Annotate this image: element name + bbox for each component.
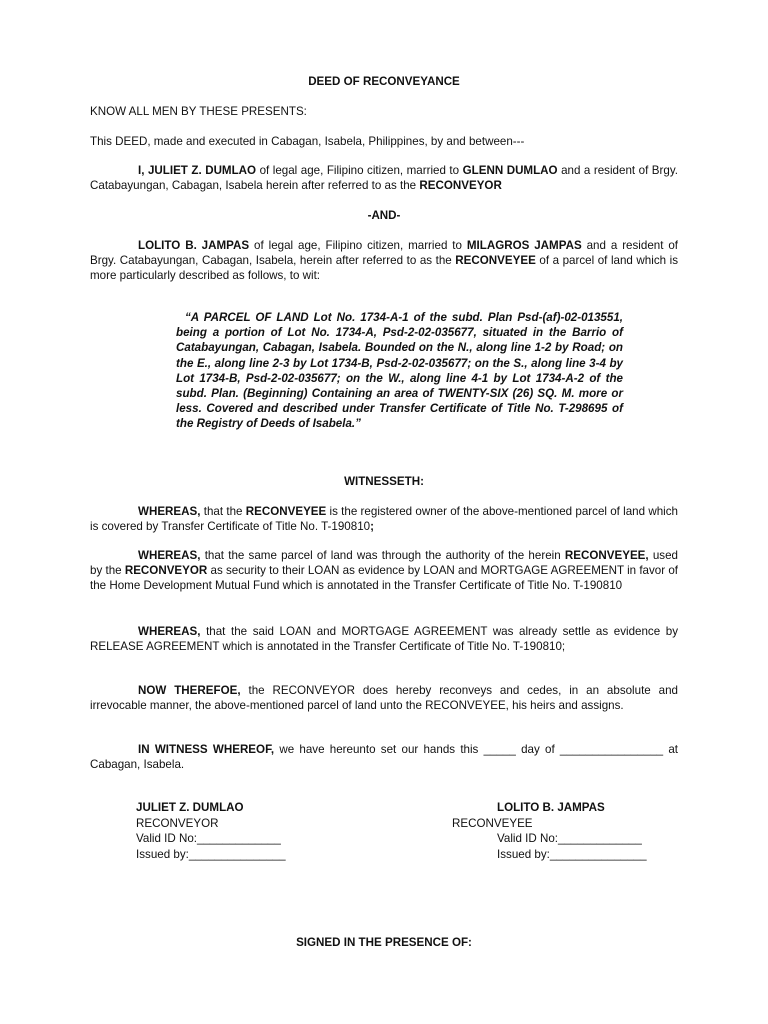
now-therefore-paragraph: NOW THEREFOE, the RECONVEYOR does hereby reconveys and cedes, in an absolute and irrevocable manner, the above-mentioned parcel of land unto the RECONVEYEE, his heirs and assigns. [90,684,678,713]
valid-id-line: Valid ID No:_____________ [136,832,281,845]
party1-paragraph: I, JULIET Z. DUMLAO of legal age, Filipino citizen, married to GLENN DUMLAO and a resident of Brgy. Catabayungan, Cabagan, Isabela herein after referred to as the RECONVEYOR [90,164,678,193]
signatory-name: LOLITO B. JAMPAS [497,801,605,814]
whereas-paragraph-1: WHEREAS, that the RECONVEYEE is the registered owner of the above-mentioned parcel of land which is covered by Transfer Certificate of Title No. T-190810; [90,505,678,534]
party1-role: RECONVEYOR [419,179,502,193]
party2-paragraph: LOLITO B. JAMPAS of legal age, Filipino citizen, married to MILAGROS JAMPAS and a resident of Brgy. Catabayungan, Cabagan, Isabela, herein after referred to as the RECONVEYEE of a parcel of land which is more particularly described as follows, to wit: [90,239,679,283]
signatory-name: JULIET Z. DUMLAO [136,801,244,814]
property-description: “A PARCEL OF LAND Lot No. 1734-A-1 of the subd. Plan Psd-(af)-02-013551, being a portion of Lot No. 1734-A, Psd-2-02-035677, situated in the Barrio of Catabayungan, Cabagan, Isabela. Bounded on the N., along line 1-2 by Road; on the E., along line 2-3 by Lot 1734-B, Psd-2-02-035677; on the S., along line 3-4 by Lot 1734-B, Psd-2-02-035677; on the W., along line 4-1 by Lot 1734-A-2 of the subd. Plan. (Beginning) Containing an area of TWENTY-SIX (26) SQ. M. more or less. Covered and described under Transfer Certificate of Title No. T-298695 of the Registry of Deeds of Isabela.” [176,311,623,431]
intro-line: This DEED, made and executed in Cabagan, Isabela, Philippines, by and between--- [90,135,525,148]
opening-line: KNOW ALL MEN BY THESE PRESENTS: [90,105,307,118]
signed-presence-heading: SIGNED IN THE PRESENCE OF: [296,936,472,949]
whereas-paragraph-3: WHEREAS, that the said LOAN and MORTGAGE AGREEMENT was already settle as evidence by RELEASE AGREEMENT which is annotated in the Transfer Certificate of Title No. T-190810; [90,625,678,654]
witness-whereof-paragraph: IN WITNESS WHEREOF, we have hereunto set our hands this _____ day of ________________ at Cabagan, Isabela. [90,743,678,772]
signatory-role: RECONVEYOR [136,816,219,830]
document-title: DEED OF RECONVEYANCE [308,75,460,88]
party1-name: I, JULIET Z. DUMLAO [138,164,257,177]
party2-name: LOLITO B. JAMPAS [138,239,250,252]
signatory-role: RECONVEYEE [452,816,533,830]
whereas-paragraph-2: WHEREAS, that the same parcel of land was through the authority of the herein RECONVEYEE, used by the RECONVEYOR as security to their LOAN as evidence by LOAN and MORTGAGE AGREEMENT in favor of the Home Development Mutual Fund which is annotated in the Transfer Certificate of Title No. T-190810 [90,549,678,593]
signature-block-reconveyee [452,800,647,862]
signature-block-reconveyor [136,800,286,862]
party2-role: RECONVEYEE [455,254,536,268]
witnesseth-heading: WITNESSETH: [344,475,424,488]
party1-spouse: GLENN DUMLAO [462,164,558,177]
valid-id-line: Valid ID No:_____________ [497,832,642,845]
and-separator: -AND- [367,209,401,222]
issued-by-line: Issued by:_______________ [136,847,286,861]
party2-spouse: MILAGROS JAMPAS [466,239,582,252]
issued-by-line: Issued by:_______________ [497,847,647,861]
